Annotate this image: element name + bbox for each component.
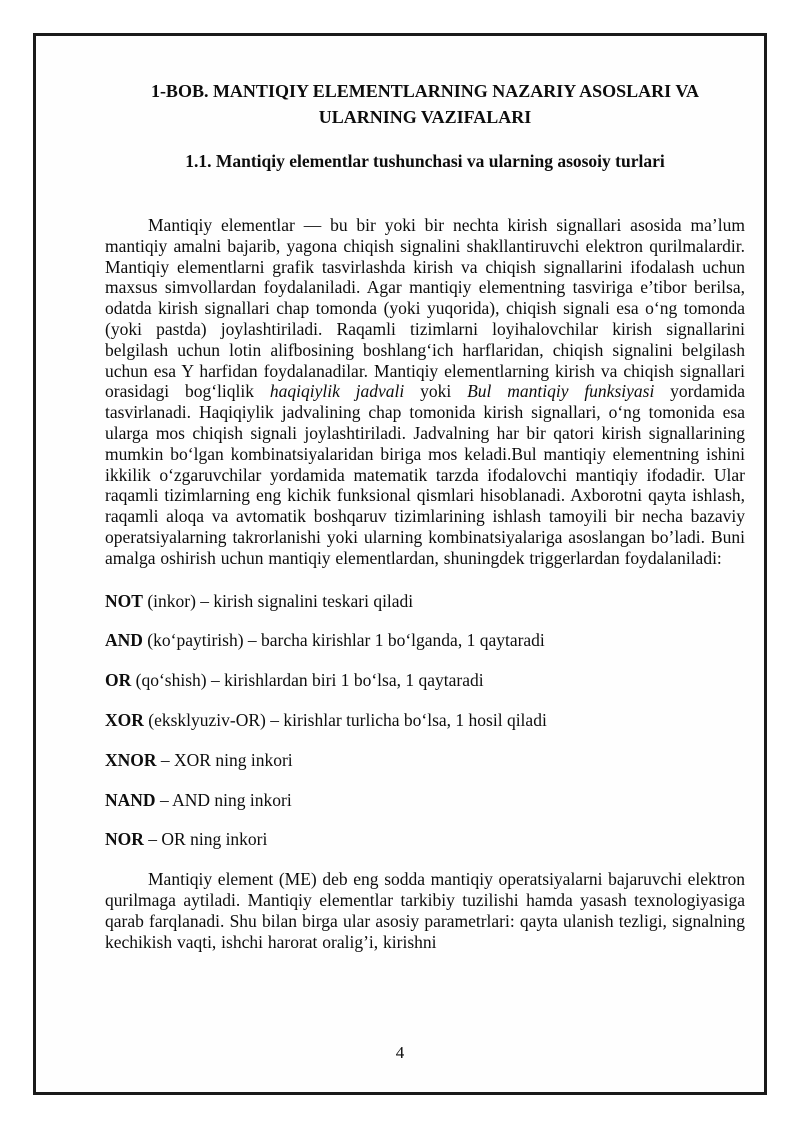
intro-paragraph-run-1: Mantiqiy elementlar — bu bir yoki bir nechta kirish signallari asosida ma’lum mantiqiy amalni bajarib, yagona chiqish signalini shakllantiruvchi elektron qurilmalardir. Mantiqiy elementlarni grafik tasvirlashda kirish va chiqish signallarini ifodalash uchun maxsus simvollardan foydalaniladi. Agar mantiqiy elementning tasviriga e’tibor berilsa, odatda kirish signallari chap tomonda (yoki yuqorida), chiqish signali esa o‘ng tomonda (yoki pastda) joylashtiriladi. Raqamli tizimlarni loyihalovchilar kirish signallarini belgilash uchun lotin alifbosining boshlang‘ich harflaridan, chiqish signalini belgilash uchun esa Y harfidan foydalanadilar. Mantiqiy elementlarning kirish va chiqish signallari orasidagi bog‘liqlik [105,215,745,402]
gate-desc-not: (inkor) – kirish signalini teskari qiladi [142,590,414,611]
truth-table-term: haqiqiylik jadvali [269,381,405,402]
logic-gate-list [105,591,745,851]
gate-desc-nor: – OR ning inkori [143,829,268,850]
document-content [105,36,745,952]
chapter-title-line-2: ULARNING VAZIFALARI [318,107,532,127]
intro-paragraph [105,215,745,569]
gate-name-not: NOT [105,590,143,611]
gate-name-xor: XOR [105,709,144,730]
gate-name-nand: NAND [105,789,156,810]
gate-desc-nand: – AND ning inkori [155,789,292,810]
page-number: 4 [395,1043,405,1062]
gate-item-xor [105,710,745,731]
closing-paragraph [105,869,745,952]
gate-item-not [105,591,745,612]
gate-item-or [105,670,745,691]
document-page-border [33,33,767,1095]
intro-paragraph-run-3: yordamida tasvirlanadi. Haqiqiylik jadvalining chap tomonida kirish signallari, o‘ng tomonida esa ularga mos chiqish signali joylashtiriladi. Jadvalning har bir qatori kirish signallarining mumkin bo‘lgan kombinatsiyalaridan biriga mos keladi.Bul mantiqiy elementning ishini ikkilik o‘zgaruvchilar yordamida matematik tarzda ifodalovchi mantiqiy ifodadir. Ular raqamli tizimlarning eng kichik funksional qismlari hisoblanadi. Axborotni qayta ishlash, raqamli aloqa va avtomatik boshqaruv tizimlarining ishlash tamoyili bir necha bazaviy operatsiyalarning takrorlanishi yoki ularning kombinatsiyalariga asoslangan bo’ladi. Buni amalga oshirish uchun mantiqiy elementlardan, shuningdek triggerlardan foydalaniladi: [105,381,745,568]
gate-desc-and: (ko‘paytirish) – barcha kirishlar 1 bo‘lganda, 1 qaytaradi [142,630,545,651]
chapter-title-line-1: 1-BOB. MANTIQIY ELEMENTLARNING NAZARIY ASOSLARI VA [150,81,700,101]
gate-desc-xor: (eksklyuziv-OR) – kirishlar turlicha bo‘lsa, 1 hosil qiladi [143,709,547,730]
gate-desc-xnor: – XOR ning inkori [156,749,293,770]
section-title: 1.1. Mantiqiy elementlar tushunchasi va ularning asosoiy turlari [185,151,665,171]
gate-name-nor: NOR [105,829,144,850]
gate-item-nor [105,829,745,850]
gate-item-and [105,630,745,651]
gate-item-xnor [105,750,745,771]
boolean-function-term: Bul mantiqiy funksiyasi [467,381,655,402]
chapter-title [105,78,745,130]
intro-paragraph-run-2: yoki [404,381,468,402]
gate-name-or: OR [105,670,132,691]
gate-name-and: AND [105,630,143,651]
gate-desc-or: (qo‘shish) – kirishlardan biri 1 bo‘lsa, 1 qaytaradi [131,670,484,691]
gate-name-xnor: XNOR [105,749,157,770]
gate-item-nand [105,790,745,811]
closing-paragraph-text: Mantiqiy element (ME) deb eng sodda mantiqiy operatsiyalarni bajaruvchi elektron qurilmaga aytiladi. Mantiqiy elementlar tarkibiy tuzilishi hamda yasash texnologiyasiga qarab farqlanadi. Shu bilan birga ular asosiy parametrlari: qayta ulanish tezligi, signalning kechikish vaqti, ishchi harorat oralig’i, kirishni [105,869,745,952]
